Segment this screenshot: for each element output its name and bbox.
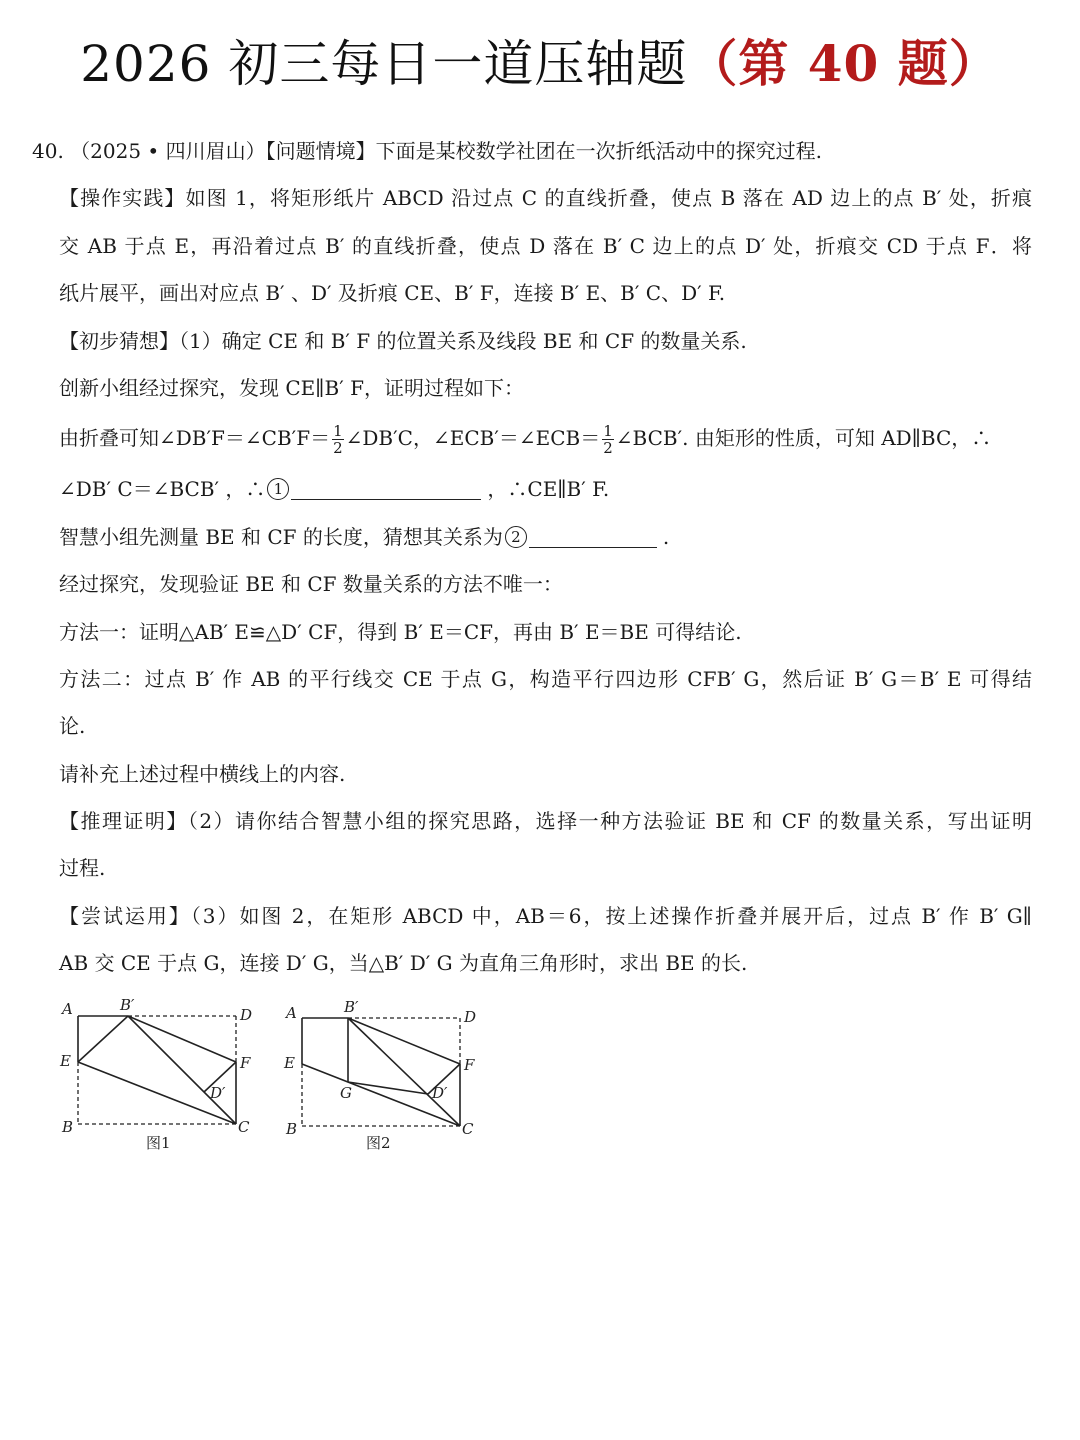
fig1-label-B: B [62,1118,74,1136]
answer-blank-1[interactable] [291,473,481,500]
fig1-label-F: F [240,1054,251,1072]
fraction-numerator-2: 1 [603,422,613,441]
operation-line-2: 交 AB 于点 E，再沿着过点 B′ 的直线折叠，使点 D 落在 B′ C 边上的点 D′ 处，折痕交 CD 于点 F．将 [59,233,1032,258]
blank-number-2: 2 [505,526,527,548]
fig2-label-B1: B′ [344,998,359,1016]
fig2-label-F: F [464,1056,475,1074]
half-fraction-2 [602,423,614,456]
fig1-segment-B1F [128,1016,236,1062]
half-fraction [332,423,344,456]
operation-line-1: 【操作实践】如图 1，将矩形纸片 ABCD 沿过点 C 的直线折叠，使点 B 落在 AD 边上的点 B′ 处，折痕 [59,186,1032,211]
page-title [0,30,1080,98]
wisdom-group-line [32,512,1032,559]
wisdom-group-end: . [662,524,670,549]
fig1-label-C: C [238,1118,250,1136]
figures [56,996,496,1170]
operation-line-3: 纸片展平，画出对应点 B′ 、D′ 及折痕 CE、B′ F，连接 B′ E、B′ C、D′ F. [59,281,726,306]
methods-intro-line: 经过探究，发现验证 BE 和 CF 数量关系的方法不唯一： [59,572,563,597]
proof-text-a: 由折叠可知∠DB′F＝∠CB′F＝ [59,426,331,451]
proof-text-c: ∠BCB′. 由矩形的性质，可知 AD∥BC，∴ [615,426,992,451]
answer-blank-2[interactable] [529,521,657,548]
method-two-line-2: 论. [59,714,86,739]
problem-body [32,126,1032,986]
fig2-segment-B1F [348,1018,460,1064]
proof-text-b: ∠DB′C，∠ECB′＝∠ECB＝ [345,426,601,451]
fig1-label-D1: D′ [210,1084,226,1102]
reasoning-line-2: 过程. [59,856,106,881]
fig2-label-G: G [340,1084,352,1102]
title-main: 2026 初三每日一道压轴题 [80,35,688,93]
figure-2 [302,1018,460,1126]
innovation-group-line: 创新小组经过探究，发现 CE∥B′ F，证明过程如下： [59,375,524,400]
fig2-label-D1: D′ [432,1084,448,1102]
application-line-2: AB 交 CE 于点 G，连接 D′ G，当△B′ D′ G 为直角三角形时，求出 BE 的长. [59,951,748,976]
figure-1 [78,1016,236,1124]
fig2-label-E: E [284,1054,295,1072]
blank-number-1: 1 [267,478,289,500]
fig2-label-D: D [464,1008,477,1026]
wisdom-group-text: 智慧小组先测量 BE 和 CF 的长度，猜想其关系为 [59,524,503,549]
fig2-label-A: A [286,1004,297,1022]
fraction-numerator: 1 [333,422,343,441]
fig2-caption: 图2 [366,1134,391,1152]
proof-line-2-text: ∠DB′ C＝∠BCB′ ，∴ [59,477,266,502]
reasoning-line-1: 【推理证明】（2）请你结合智慧小组的探究思路，选择一种方法验证 BE 和 CF 的数量关系，写出证明 [59,809,1032,834]
fig1-segment-EB1 [78,1016,128,1062]
fraction-denominator: 2 [333,439,343,458]
fill-instruction-line: 请补充上述过程中横线上的内容. [59,761,346,786]
proof-line-1 [32,410,1032,464]
fig1-label-A: A [62,1000,73,1018]
method-one-line: 方法一：证明△AB′ E≌△D′ CF，得到 B′ E＝CF，再由 B′ E＝BE 可得结论. [59,619,742,644]
title-problem-number: （第 40 题） [687,34,1000,93]
application-line-1: 【尝试运用】（3）如图 2，在矩形 ABCD 中，AB＝6，按上述操作折叠并展开后，过点 B′ 作 B′ G∥ [59,903,1032,928]
proof-line-2 [32,464,1032,511]
fig1-label-E: E [60,1052,71,1070]
problem-source-line: 40. （2025 • 四川眉山）【问题情境】下面是某校数学社团在一次折纸活动中的探究过程. [32,139,822,163]
fig1-label-B1: B′ [120,996,135,1014]
fig1-label-D: D [240,1006,253,1024]
fig2-segment-B1C [348,1018,460,1126]
fraction-denominator-2: 2 [603,439,613,458]
fig2-label-C: C [462,1120,474,1138]
geometry-figures [56,996,496,1166]
fig2-label-B: B [286,1120,298,1138]
method-two-line-1: 方法二：过点 B′ 作 AB 的平行线交 CE 于点 G，构造平行四边形 CFB′ G，然后证 B′ G＝B′ E 可得结 [59,666,1032,691]
conjecture-line: 【初步猜想】（1）确定 CE 和 B′ F 的位置关系及线段 BE 和 CF 的数量关系. [59,328,747,353]
fig1-segment-B1C [128,1016,236,1124]
fig1-caption: 图1 [146,1134,171,1152]
proof-line-2-end: ，∴CE∥B′ F. [487,477,610,502]
